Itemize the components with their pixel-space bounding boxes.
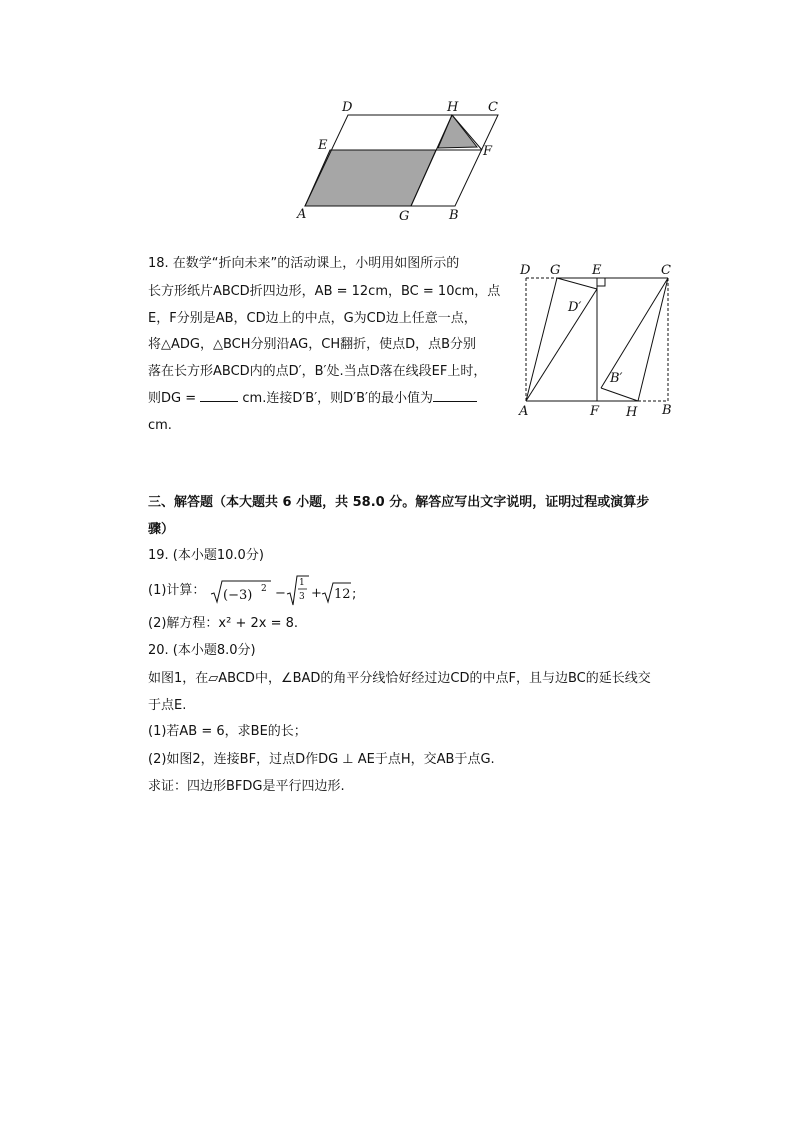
label-h: H [447,100,459,115]
figure-rectangle-fold [512,260,682,425]
segment-ch [638,278,668,401]
q19-part-1 [148,581,205,601]
answer-blank-1[interactable] [200,389,238,402]
q18-line-1: 18. 在数学“折向未来”的活动课上，小明用如图所示的 [148,256,460,271]
segment-hbp [601,388,638,401]
label-h: H [626,405,638,420]
q20-line-4: (2)如图2，连接BF，过点D作DG ⊥ AE于点H，交AB于点G. [148,752,495,767]
label-d-prime: D′ [568,300,582,315]
q18-line-2: 长方形纸片ABCD折四边形，AB = 12cm，BC = 10cm，点 [148,284,501,299]
label-a: A [297,207,307,222]
label-b-prime: B′ [610,371,623,386]
label-f: F [483,144,493,159]
label-a: A [519,404,529,419]
svg-text:−: − [275,586,286,601]
section-3-heading-line-2: 骤） [148,522,175,537]
shaded-triangle-hf [438,115,477,148]
q20-line-3: (1)若AB = 6，求BE的长； [148,724,307,739]
label-e: E [592,263,602,278]
q20-line-5: 求证：四边形BFDG是平行四边形. [148,779,345,794]
svg-text:2: 2 [261,584,267,594]
label-b: B [449,208,459,223]
q18-line-7: cm. [148,418,172,433]
q18-line-6-mid: cm.连接D′B′，则D′B′的最小值为 [238,391,433,406]
q19-title: 19. (本小题10.0分) [148,548,264,563]
label-d: D [520,263,531,278]
svg-text:;: ; [352,587,357,602]
svg-text:(−3): (−3) [223,588,253,603]
section-3-heading-line-1: 三、解答题（本大题共 6 小题，共 58.0 分。解答应写出文字说明，证明过程或演算步 [148,495,650,510]
q18-line-3: E，F分别是AB，CD边上的中点，G为CD边上任意一点， [148,311,477,326]
q19-part-2: (2)解方程：x² + 2x = 8. [148,616,299,631]
label-e: E [318,138,328,153]
q18-line-5: 落在长方形ABCD内的点D′，B′处.当点D落在线段EF上时， [148,364,487,379]
label-b: B [662,403,672,418]
segment-gdp [557,278,597,289]
answer-blank-2[interactable] [433,389,477,402]
q19-part-1-prefix: (1)计算： [148,583,206,598]
q20-line-2: 于点E. [148,698,187,713]
q18-line-6-prefix: 则DG = [148,391,201,406]
label-c: C [488,100,498,115]
label-g: G [399,209,410,224]
q20-title: 20. (本小题8.0分) [148,643,256,658]
right-angle-mark [597,278,605,286]
svg-text:3: 3 [299,592,305,602]
figure-parallelogram [290,95,520,225]
svg-text:1: 1 [299,578,305,588]
q18-line-4: 将△ADG，△BCH分别沿AG，CH翻折，使点D，点B分别 [148,337,477,352]
svg-text:12: 12 [334,587,351,602]
q18-line-6 [148,389,477,409]
label-d: D [342,100,353,115]
q20-line-1: 如图1，在▱ABCD中，∠BAD的角平分线恰好经过边CD的中点F，且与边BC的延长线交 [148,671,651,686]
label-f: F [590,404,600,419]
q19-part-1-expression [209,572,359,612]
segment-adp [526,289,597,401]
segment-ag [526,278,557,401]
shaded-parallelogram-aegf [305,150,436,206]
label-c: C [661,263,671,278]
svg-text:+: + [311,586,322,601]
label-g: G [550,263,561,278]
